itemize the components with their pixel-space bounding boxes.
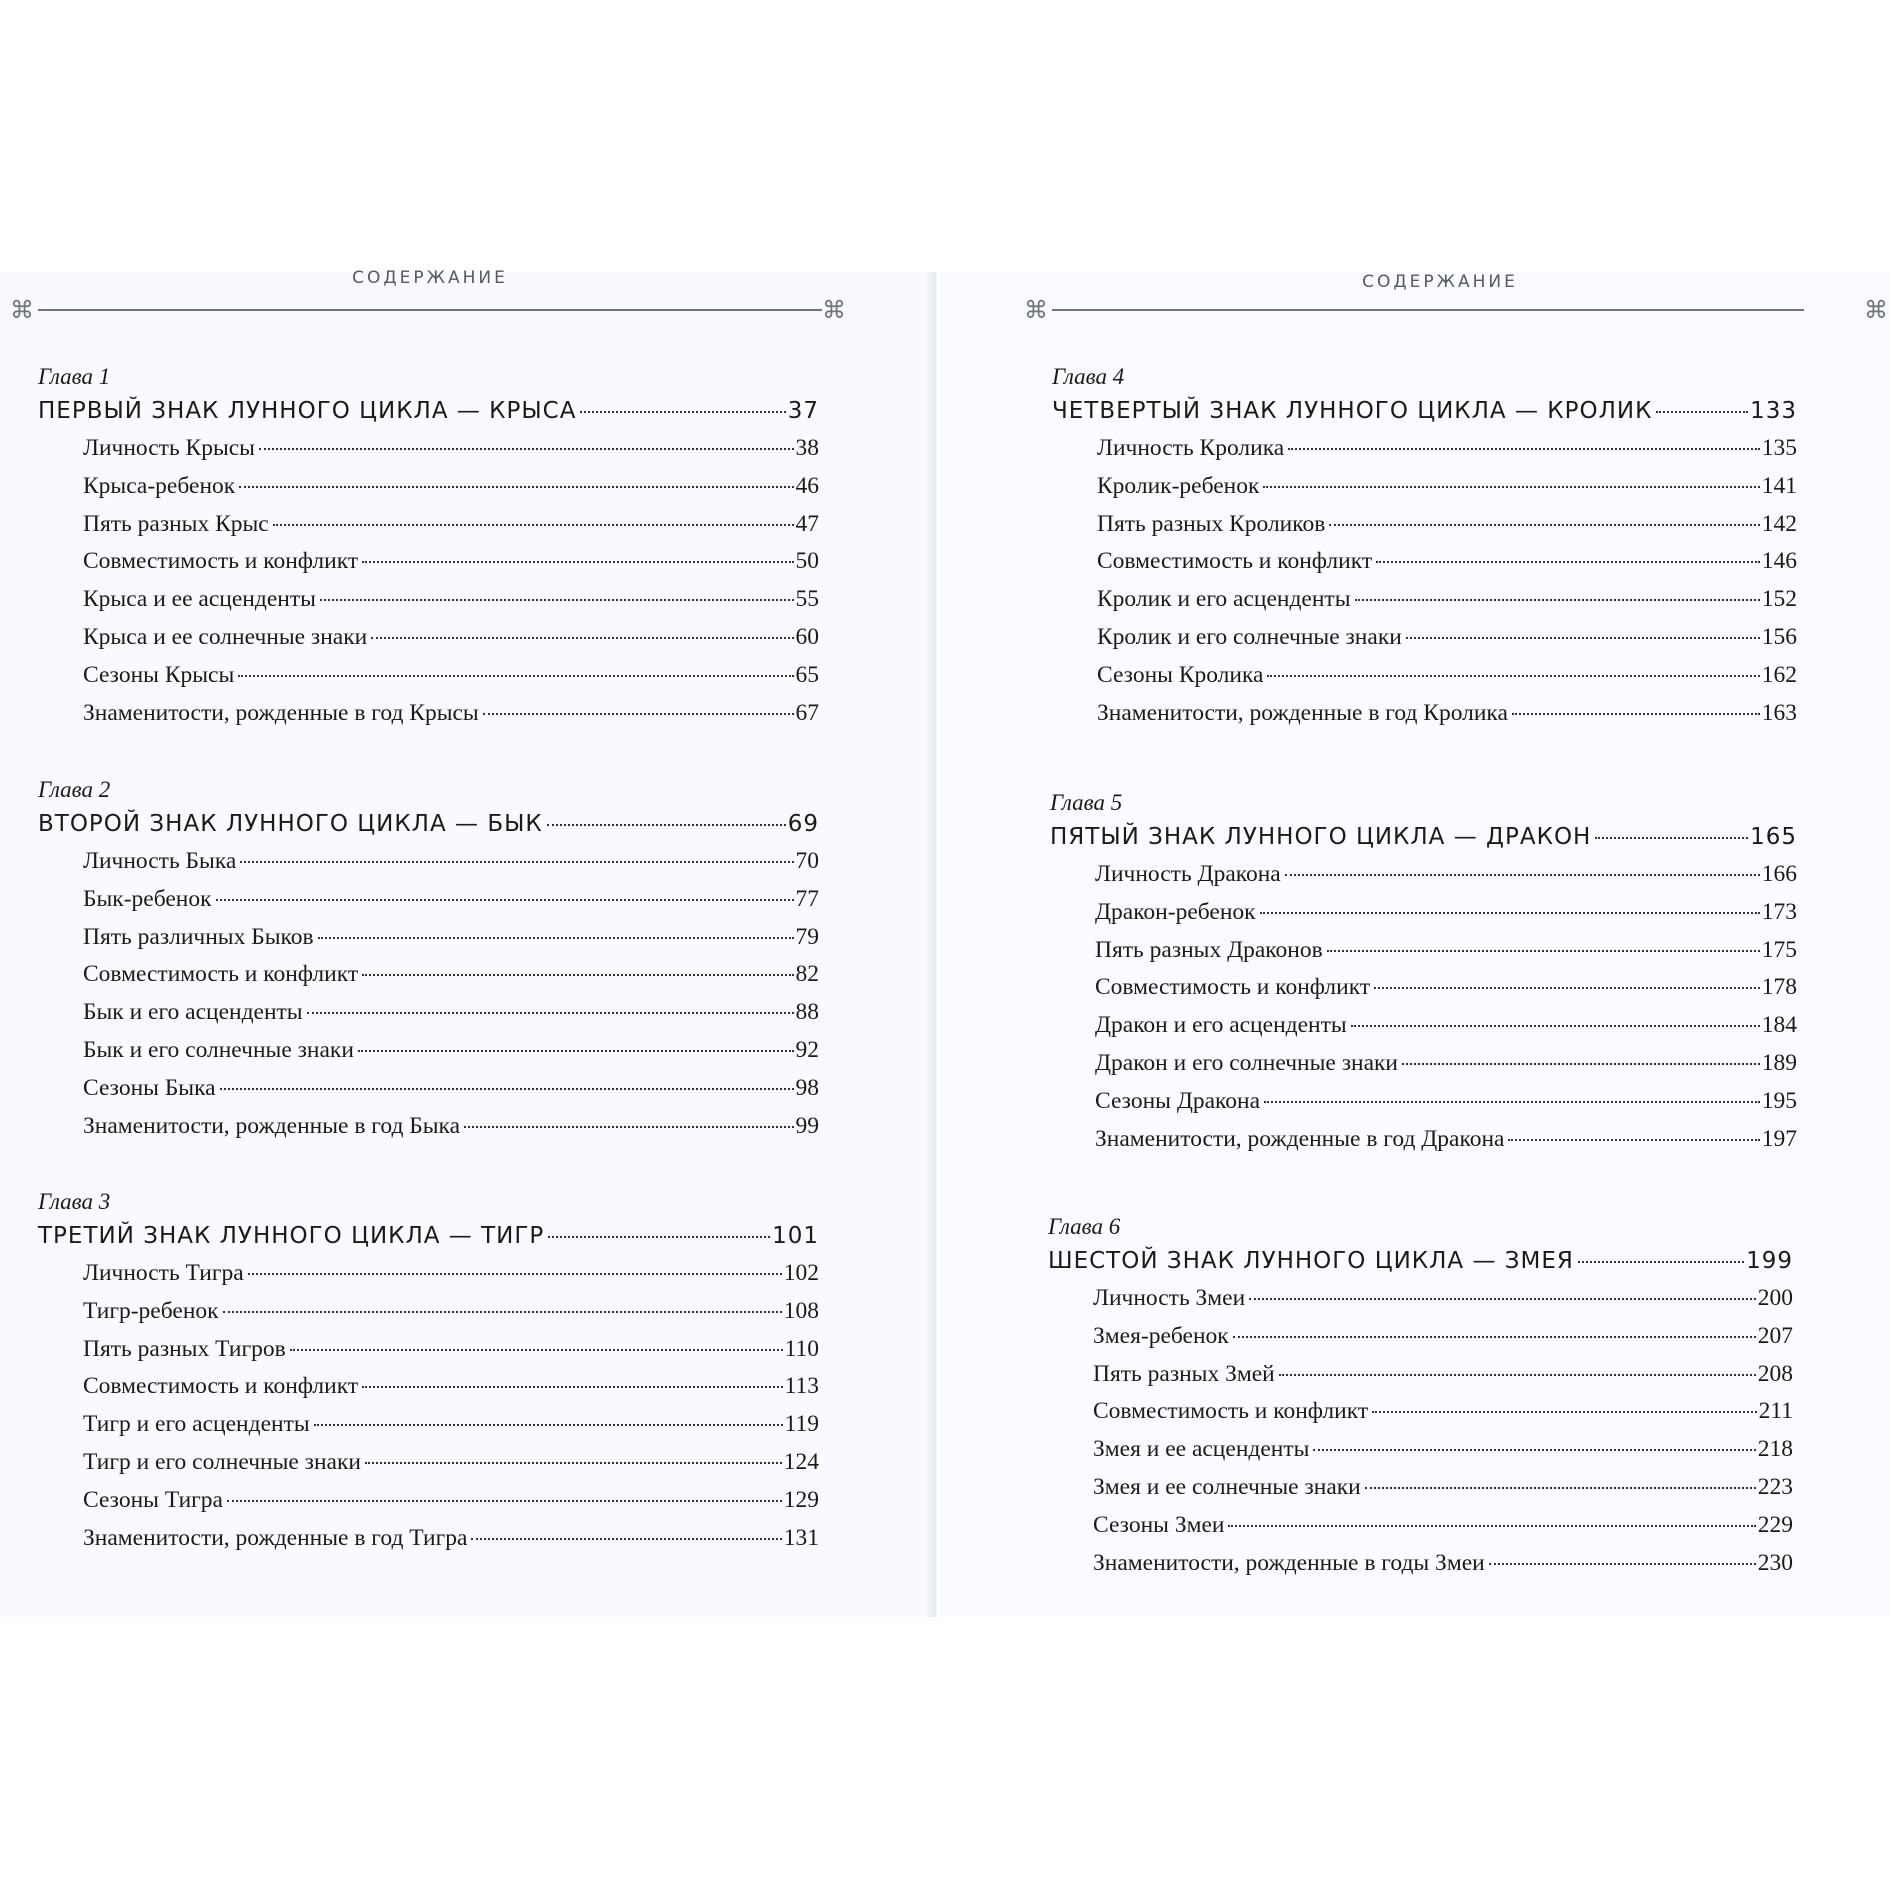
toc-entry[interactable] [1052,657,1797,695]
page-number: 69 [787,811,819,837]
ornament-knot-icon: ⌘ [10,296,34,324]
dot-leader [318,937,794,939]
entry-text: Бык и его асценденты [83,999,303,1026]
toc-entry[interactable] [1048,1356,1793,1394]
toc-entry[interactable] [1048,1545,1793,1583]
header-rule [38,309,822,311]
page-number: 55 [795,586,819,613]
dot-leader [1376,561,1760,563]
dot-leader [1595,837,1748,839]
dot-leader [1249,1298,1756,1300]
toc-entry[interactable] [38,956,819,994]
entry-text: Личность Крысы [83,435,255,461]
toc-entry[interactable] [1052,695,1797,733]
page-number: 178 [1761,974,1797,1001]
toc-entry[interactable] [38,1406,819,1444]
entry-text: Тигр и его солнечные знаки [83,1448,361,1475]
dot-leader [220,1088,794,1090]
entry-text: Пять разных Змей [1093,1360,1275,1387]
dot-leader [1578,1261,1744,1263]
dot-leader [483,713,794,715]
chapter-label: Глава 1 [38,364,111,389]
entry-text: Дракон и его солнечные знаки [1095,1049,1398,1076]
entry-text: Тигр-ребенок [83,1297,219,1324]
toc-entry[interactable] [38,506,819,544]
toc-entry[interactable] [38,1368,819,1406]
dot-leader [273,524,794,526]
dot-leader [1313,1449,1755,1451]
page-number: 230 [1757,1549,1793,1576]
entry-text: Сезоны Кролика [1097,661,1264,688]
dot-leader [362,974,793,976]
page-number: 110 [784,1335,819,1362]
entry-text: Сезоны Змеи [1093,1511,1225,1538]
page-number: 166 [1761,861,1797,887]
chapter-label: Глава 5 [1050,790,1123,815]
chapter-label: Глава 3 [38,1189,111,1214]
dot-leader [1233,1336,1756,1338]
chapter-title: ТРЕТИЙ ЗНАК ЛУННОГО ЦИКЛА — ТИГР [38,1223,545,1249]
toc-entry[interactable] [1048,1507,1793,1545]
entry-text: Змея и ее солнечные знаки [1093,1473,1361,1500]
book-spread [0,268,1890,1617]
page-number: 184 [1761,1012,1797,1039]
page-number: 102 [783,1260,819,1286]
chapter-label: Глава 4 [1052,364,1125,389]
toc-entry[interactable] [1052,619,1797,657]
dot-leader [1365,1487,1756,1489]
dot-leader [223,1311,782,1313]
dot-leader [290,1349,783,1351]
page-number: 211 [1758,1398,1793,1425]
dot-leader [1260,912,1760,914]
dot-leader [314,1424,783,1426]
entry-text: Кролик и его асценденты [1097,586,1351,613]
running-head: СОДЕРЖАНИЕ [352,268,508,288]
page-number: 162 [1761,661,1797,688]
dot-leader [365,1462,782,1464]
entry-text: Знаменитости, рожденные в год Дракона [1095,1125,1505,1152]
dot-leader [1372,1411,1757,1413]
entry-text: Крыса и ее солнечные знаки [83,623,368,650]
toc-entry[interactable] [1048,1431,1793,1469]
toc-entry[interactable] [38,1032,819,1070]
page-number: 60 [795,623,819,650]
dot-leader [248,1273,782,1275]
toc-entry[interactable] [38,619,819,657]
entry-text: Пять различных Быков [83,923,314,950]
dot-leader [1327,950,1760,952]
entry-text: Личность Тигра [83,1260,244,1286]
chapter-title-row[interactable] [1048,1242,1793,1280]
page-number: 108 [783,1297,819,1324]
entry-text: Знаменитости, рожденные в год Крысы [83,699,479,726]
chapter-block [1050,788,1797,1158]
toc-entry[interactable] [1050,969,1797,1007]
toc-entry[interactable] [1052,506,1797,544]
page-number: 197 [1761,1125,1797,1152]
page-number: 142 [1761,510,1797,537]
toc-entry[interactable] [38,919,819,957]
entry-text: Личность Кролика [1097,435,1285,461]
entry-text: Тигр и его асценденты [83,1411,310,1438]
page-number: 101 [772,1223,819,1249]
dot-leader [1288,448,1760,450]
entry-text: Совместимость и конфликт [83,961,359,988]
toc-entry[interactable] [38,581,819,619]
chapter-label: Глава 2 [38,777,111,802]
dot-leader [1351,1025,1760,1027]
entry-text: Крыса-ребенок [83,472,236,499]
dot-leader [1264,1101,1760,1103]
dot-leader [471,1538,781,1540]
entry-text: Знаменитости, рожденные в год Тигра [83,1524,468,1551]
toc-entry[interactable] [38,843,819,881]
entry-text: Совместимость и конфликт [83,1373,359,1400]
dot-leader [1355,599,1760,601]
toc-entry[interactable] [38,1255,819,1293]
chapter-block [38,775,819,1145]
toc-entry[interactable] [1052,430,1797,468]
page-number: 79 [795,923,819,950]
chapter-title-row[interactable] [38,1217,819,1255]
page-number: 135 [1761,435,1797,461]
toc-entry[interactable] [1050,894,1797,932]
entry-text: Совместимость и конфликт [83,548,359,575]
dot-leader [1512,713,1760,715]
chapter-title: ПЕРВЫЙ ЗНАК ЛУННОГО ЦИКЛА — КРЫСА [38,398,577,424]
dot-leader [547,824,786,826]
dot-leader [1406,637,1760,639]
toc-entry[interactable] [38,695,819,733]
toc-entry[interactable] [1048,1280,1793,1318]
page-number: 37 [787,398,819,424]
toc-entry[interactable] [1050,1007,1797,1045]
page-number: 129 [783,1486,819,1513]
page-number: 47 [795,510,819,537]
chapter-title-row[interactable] [38,805,819,843]
toc-entry[interactable] [1052,468,1797,506]
toc-entry[interactable] [38,1482,819,1520]
entry-text: Сезоны Тигра [83,1486,223,1513]
page-number: 98 [795,1074,819,1101]
page-number: 50 [795,548,819,575]
dot-leader [239,486,793,488]
dot-leader [1263,486,1759,488]
chapter-block [38,1187,819,1557]
page-number: 189 [1761,1049,1797,1076]
page-number: 175 [1761,936,1797,963]
ornament-knot-icon: ⌘ [1024,296,1048,324]
left-page [0,268,940,1617]
dot-leader [371,637,793,639]
entry-text: Пять разных Драконов [1095,936,1323,963]
ornament-knot-icon: ⌘ [822,296,846,324]
entry-text: Совместимость и конфликт [1097,548,1373,575]
dot-leader [464,1126,793,1128]
chapter-title: ВТОРОЙ ЗНАК ЛУННОГО ЦИКЛА — БЫК [38,811,543,837]
dot-leader [227,1500,782,1502]
chapter-title: ЧЕТВЕРТЫЙ ЗНАК ЛУННОГО ЦИКЛА — КРОЛИК [1052,398,1653,424]
page-number: 65 [795,661,819,688]
chapter-label: Глава 6 [1048,1214,1121,1239]
page-number: 165 [1750,824,1797,850]
page-number: 88 [795,999,819,1026]
page-number: 200 [1757,1285,1793,1311]
toc-entry[interactable] [1050,1045,1797,1083]
page-number: 119 [784,1411,819,1438]
entry-text: Знаменитости, рожденные в год Кролика [1097,699,1508,726]
entry-text: Знаменитости, рожденные в год Быка [83,1112,461,1139]
page-number: 99 [795,1112,819,1139]
entry-text: Бык и его солнечные знаки [83,1036,354,1063]
dot-leader [580,411,785,413]
toc-entry[interactable] [38,1293,819,1331]
dot-leader [1228,1525,1755,1527]
toc-entry[interactable] [38,1520,819,1558]
toc-entry[interactable] [38,657,819,695]
entry-text: Пять разных Крыс [83,510,269,537]
entry-text: Личность Змеи [1093,1285,1246,1311]
entry-text: Крыса и ее асценденты [83,586,316,613]
toc-entry[interactable] [38,1444,819,1482]
page-number: 70 [795,848,819,874]
dot-leader [1402,1063,1760,1065]
page-number: 131 [783,1524,819,1551]
dot-leader [1285,874,1760,876]
entry-text: Дракон-ребенок [1095,898,1256,925]
dot-leader [238,675,793,677]
dot-leader [240,861,793,863]
page-number: 218 [1757,1436,1793,1463]
page-number: 146 [1761,548,1797,575]
entry-text: Совместимость и конфликт [1095,974,1371,1001]
dot-leader [362,1386,783,1388]
dot-leader [1508,1139,1759,1141]
dot-leader [307,1012,794,1014]
toc-entry[interactable] [38,1331,819,1369]
chapter-block [38,362,819,732]
dot-leader [1329,524,1759,526]
chapter-title-row[interactable] [1050,818,1797,856]
dot-leader [548,1236,770,1238]
toc-entry[interactable] [1052,581,1797,619]
dot-leader [259,448,794,450]
page-number: 38 [795,435,819,461]
dot-leader [1489,1563,1756,1565]
toc-entry[interactable] [1050,932,1797,970]
toc-entry[interactable] [1048,1318,1793,1356]
entry-text: Кролик-ребенок [1097,472,1260,499]
page-number: 133 [1750,398,1797,424]
page-number: 77 [795,885,819,912]
chapter-title: ШЕСТОЙ ЗНАК ЛУННОГО ЦИКЛА — ЗМЕЯ [1048,1248,1574,1274]
toc-entry[interactable] [1050,1121,1797,1159]
dot-leader [320,599,794,601]
chapter-title: ПЯТЫЙ ЗНАК ЛУННОГО ЦИКЛА — ДРАКОН [1050,824,1592,850]
page-number: 141 [1761,472,1797,499]
page-number: 207 [1757,1322,1793,1349]
entry-text: Змея и ее асценденты [1093,1436,1310,1463]
page-number: 199 [1746,1248,1793,1274]
page-number: 173 [1761,898,1797,925]
dot-leader [1279,1374,1756,1376]
entry-text: Личность Дракона [1095,861,1281,887]
dot-leader [216,899,794,901]
toc-entry[interactable] [38,430,819,468]
toc-entry[interactable] [38,1108,819,1146]
toc-entry[interactable] [38,1070,819,1108]
dot-leader [1374,987,1760,989]
entry-text: Пять разных Тигров [83,1335,286,1362]
entry-text: Знаменитости, рожденные в годы Змеи [1093,1549,1485,1576]
dot-leader [362,561,793,563]
page-number: 195 [1761,1087,1797,1114]
page-number: 124 [783,1448,819,1475]
dot-leader [1267,675,1759,677]
toc-entry[interactable] [1050,856,1797,894]
toc-entry[interactable] [1052,543,1797,581]
entry-text: Бык-ребенок [83,885,212,912]
page-number: 163 [1761,699,1797,726]
running-head: СОДЕРЖАНИЕ [1362,272,1518,292]
toc-entry[interactable] [1048,1393,1793,1431]
entry-text: Личность Быка [83,848,237,874]
right-page [940,272,1890,1617]
page-number: 156 [1761,623,1797,650]
page-number: 82 [795,961,819,988]
dot-leader [1656,411,1748,413]
toc-entry[interactable] [1048,1469,1793,1507]
entry-text: Кролик и его солнечные знаки [1097,623,1402,650]
entry-text: Змея-ребенок [1093,1322,1229,1349]
entry-text: Дракон и его асценденты [1095,1012,1347,1039]
dot-leader [358,1050,794,1052]
page-number: 229 [1757,1511,1793,1538]
entry-text: Сезоны Дракона [1095,1087,1261,1114]
chapter-title-row[interactable] [1052,392,1797,430]
chapter-block [1048,1212,1793,1582]
chapter-block [1052,362,1797,732]
page-number: 92 [795,1036,819,1063]
entry-text: Сезоны Быка [83,1074,216,1101]
page-number: 46 [795,472,819,499]
chapter-title-row[interactable] [38,392,819,430]
entry-text: Сезоны Крысы [83,661,235,688]
toc-entry[interactable] [1050,1083,1797,1121]
page-number: 67 [795,699,819,726]
page-number: 113 [784,1373,819,1400]
page-number: 208 [1757,1360,1793,1387]
entry-text: Пять разных Кроликов [1097,510,1326,537]
toc-entry[interactable] [38,543,819,581]
toc-entry[interactable] [38,468,819,506]
header-rule [1052,309,1804,311]
toc-entry[interactable] [38,994,819,1032]
entry-text: Совместимость и конфликт [1093,1398,1369,1425]
ornament-knot-icon: ⌘ [1864,296,1888,324]
page-number: 223 [1757,1473,1793,1500]
page-number: 152 [1761,586,1797,613]
toc-entry[interactable] [38,881,819,919]
